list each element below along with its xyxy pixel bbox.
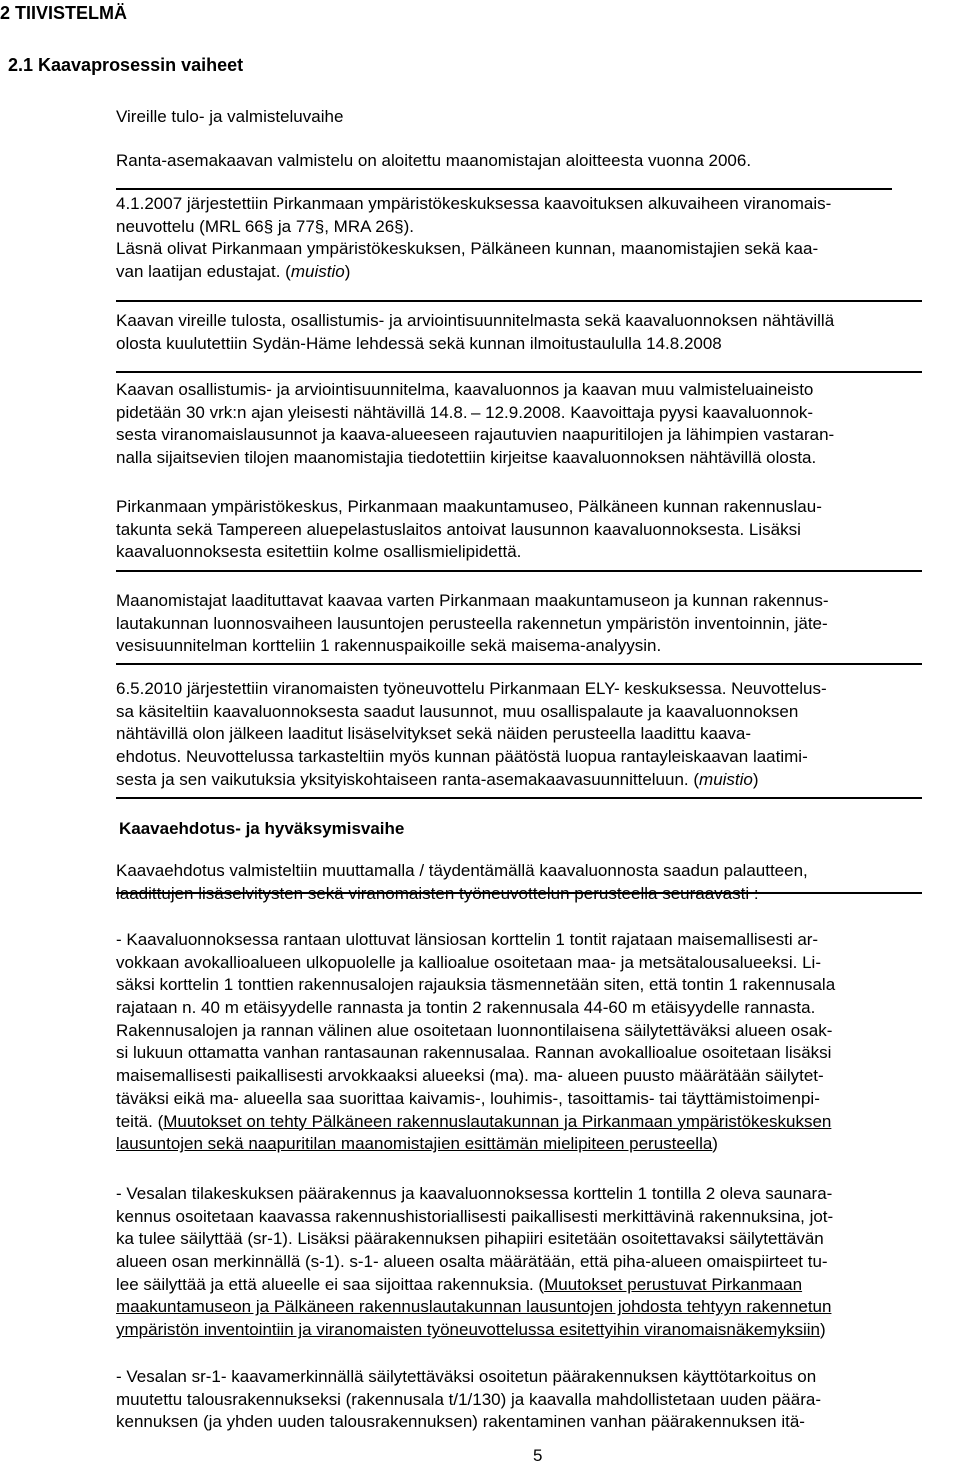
text-segment: lee säilyttää ja että alueelle ei saa sijoittaa rakennuksia. ( [116, 1274, 545, 1294]
text-line: si lukuun ottamatta vanhan rantasaunan rakennusalaa. Rannan avokallioalue osoitetaan lisäksi [116, 1043, 832, 1063]
text-line: Maanomistajat laadituttavat kaavaa varten Pirkanmaan maakuntamuseon ja kunnan rakennus- [116, 591, 829, 610]
paragraph-ehdotus-intro [116, 860, 808, 905]
text-line: säksi korttelin 1 tonttien rakennusalojen rajauksia täsmennetään siten, että tontin 1 rakennusala [116, 975, 836, 995]
text-line [116, 1319, 833, 1342]
separator-rule [116, 663, 922, 665]
text-line: vokkaan avokallioalueen ulkopuolelle ja kallioalue osoitetaan maa- ja metsätalousalueeksi. Li- [116, 952, 821, 972]
text-line: - Kaavaluonnoksessa rantaan ulottuvat länsiosan korttelin 1 tontit rajataan maisemallisesti ar- [116, 930, 819, 949]
text-line: kennus osoitetaan kaavassa rakennushistoriallisesti paikallisesti merkittävinä rakennuksina, jot- [116, 1206, 834, 1226]
text-line [116, 1111, 835, 1134]
underlined-note: ympäristön inventointiin ja viranomaisten työneuvottelussa esitettyihin viranomaisnäkemyksiin [116, 1320, 820, 1340]
text-line: muutettu talousrakennukseksi (rakennusala t/1/130) ja kaavalla mahdollistetaan uuden päära- [116, 1389, 821, 1409]
text-line: laadittujen lisäselvitysten sekä viranomaisten työneuvottelun perusteella seuraavasti : [116, 883, 759, 903]
text-line: Pirkanmaan ympäristökeskus, Pirkanmaan maakuntamuseo, Pälkäneen kunnan rakennuslau- [116, 497, 822, 516]
text-line: - Vesalan sr-1- kaavamerkinnällä säilytettäväksi osoitetun päärakennuksen käyttötarkoitus on [116, 1367, 817, 1386]
text-line: olosta kuulutettiin Sydän-Häme lehdessä sekä kunnan ilmoitustaululla 14.8.2008 [116, 333, 722, 353]
text-segment: sesta ja sen vaikutuksia yksityiskohtaiseen ranta-asemakaavasuunnitteluun. ( [116, 769, 700, 789]
text-line: Kaavaehdotus valmisteltiin muuttamalla / täydentämällä kaavaluonnosta saadun palautteen, [116, 861, 808, 880]
underlined-note: lausuntojen sekä naapuritilan maanomistajien esittämän mielipiteen perusteella [116, 1134, 713, 1154]
subheading-ehdotus: Kaavaehdotus- ja hyväksymisvaihe [119, 819, 405, 838]
list-item-kortteli [116, 929, 835, 1156]
separator-rule [116, 371, 922, 373]
heading-main: 2 TIIVISTELMÄ [0, 3, 128, 23]
separator-rule [116, 797, 922, 799]
text-line: lautakunnan luonnosvaiheen lausuntojen perusteella rakennetun ympäristön inventoinnin, jäte- [116, 613, 828, 633]
paragraph-inventointi [116, 590, 829, 658]
page-number: 5 [533, 1446, 543, 1465]
text-line: Läsnä olivat Pirkanmaan ympäristökeskuksen, Pälkäneen kunnan, maanomistajien sekä kaa- [116, 239, 819, 259]
muistio-link[interactable]: muistio [699, 769, 753, 789]
text-line: kennuksen (ja yhden uuden talousrakennuksen) rakentaminen vanhan päärakennuksen itä- [116, 1412, 805, 1432]
text-line: sa käsiteltiin kaavaluonnoksesta saadut lausunnot, muu osallispalaute ja kaavaluonnoksen [116, 701, 799, 721]
text-line: alueen osan merkinnällä (s-1). s-1- alueen osalta määrätään, että piha-alueen omaispiirteet tu- [116, 1252, 828, 1272]
text-line: neuvottelu (MRL 66§ ja 77§, MRA 26§). [116, 216, 414, 236]
text-line: rajataan n. 40 m etäisyydelle rannasta ja tontin 2 rakennusala 44-60 m etäisyydelle rannasta. [116, 998, 816, 1018]
text-line: 4.1.2007 järjestettiin Pirkanmaan ympäristökeskuksessa kaavoituksen alkuvaiheen viranomais- [116, 194, 832, 213]
separator-rule [116, 188, 892, 190]
text-line: 6.5.2010 järjestettiin viranomaisten työneuvottelu Pirkanmaan ELY- keskuksessa. Neuvottelus- [116, 679, 827, 698]
muistio-link[interactable]: muistio [290, 262, 345, 282]
text-line: nähtävillä olon jälkeen laaditut lisäselvitykset sekä näiden perusteella laadittu kaava- [116, 724, 752, 744]
text-line: takunta sekä Tampereen aluepelastuslaitos antoivat lausunnon kaavaluonnoksesta. Lisäksi [116, 519, 801, 539]
text-line: sesta viranomaislausunnot ja kaava-alueeseen rajautuvien naapuritilojen ja lähimpien vastaran- [116, 425, 835, 445]
paragraph-tyoneuvottelu [116, 678, 827, 791]
text-line: pidetään 30 vrk:n ajan yleisesti nähtävillä 14.8. – 12.9.2008. Kaavoittaja pyysi kaavaluonnok- [116, 402, 814, 422]
intro-line: Ranta-asemakaavan valmistelu on aloitettu maanomistajan aloitteesta vuonna 2006. [116, 151, 752, 170]
paragraph-kuulutus [116, 310, 834, 355]
text-line: Rakennusalojen ja rannan välinen alue osoitetaan luonnontilaisena säilytettäväksi alueen osak- [116, 1020, 833, 1040]
text-line: Kaavan osallistumis- ja arviointisuunnitelma, kaavaluonnos ja kaavan muu valmisteluaineisto [116, 380, 814, 399]
text-segment: teitä. ( [116, 1111, 164, 1131]
paragraph-neuvottelu [116, 193, 831, 284]
list-item-vesala [116, 1183, 833, 1342]
text-line: ehdotus. Neuvottelussa tarkasteltiin myös kunnan päätöstä luopua rantayleiskaavan laatimi- [116, 747, 808, 767]
text-line: maisemallisesti paikallisesti arvokkaaksi alueeksi (ma). ma- alueen puusto määrätään säilytet- [116, 1066, 824, 1086]
heading-sub: 2.1 Kaavaprosessin vaiheet [8, 55, 244, 75]
paragraph-nahtavilla [116, 379, 834, 470]
text-line [116, 1274, 833, 1297]
text-line [116, 261, 831, 284]
text-line: - Vesalan tilakeskuksen päärakennus ja kaavaluonnoksessa korttelin 1 tontilla 2 oleva saunara- [116, 1184, 833, 1203]
text-line: ka tulee säilyttää (sr-1). Lisäksi päärakennuksen pihapiiri esitetään osoitettavaksi säilytettävän [116, 1229, 824, 1249]
underlined-note: Muutokset perustuvat Pirkanmaan [544, 1274, 803, 1294]
underlined-note: Muutokset on tehty Pälkäneen rakennuslautakunnan ja Pirkanmaan ympäristökeskuksen [163, 1111, 832, 1131]
list-item-kayttotarkoitus [116, 1366, 821, 1434]
text-segment: ) [752, 769, 759, 789]
text-line: täväksi eikä ma- alueella saa suorittaa kaivamis-, louhimis-, tasoittamis- tai täyttämistoimenpi- [116, 1088, 820, 1108]
text-line: vesisuunnitelman kortteliin 1 rakennuspaikoille sekä maisema-analyysin. [116, 636, 662, 656]
underlined-note: maakuntamuseon ja Pälkäneen rakennuslautakunnan lausuntojen johdosta tehtyyn rakennetun [116, 1297, 832, 1317]
text-segment: van laatijan edustajat. ( [116, 262, 291, 282]
text-segment: ) [344, 262, 351, 282]
text-line [116, 769, 827, 792]
subheading-vireille: Vireille tulo- ja valmisteluvaihe [116, 107, 344, 126]
separator-rule [116, 300, 922, 302]
separator-rule [116, 570, 922, 572]
text-segment: ) [712, 1134, 718, 1154]
text-segment: ) [819, 1320, 826, 1340]
text-line [116, 1133, 835, 1156]
text-line: kaavaluonnoksesta esitettiin kolme osallismielipidettä. [116, 542, 522, 562]
text-line: Kaavan vireille tulosta, osallistumis- ja arviointisuunnitelmasta sekä kaavaluonnoksen nähtävillä [116, 311, 835, 330]
text-line: nalla sijaitsevien tilojen maanomistajia tiedotettiin kirjeitse kaavaluonnoksen nähtävillä olosta. [116, 448, 817, 468]
paragraph-lausunnot [116, 496, 822, 564]
